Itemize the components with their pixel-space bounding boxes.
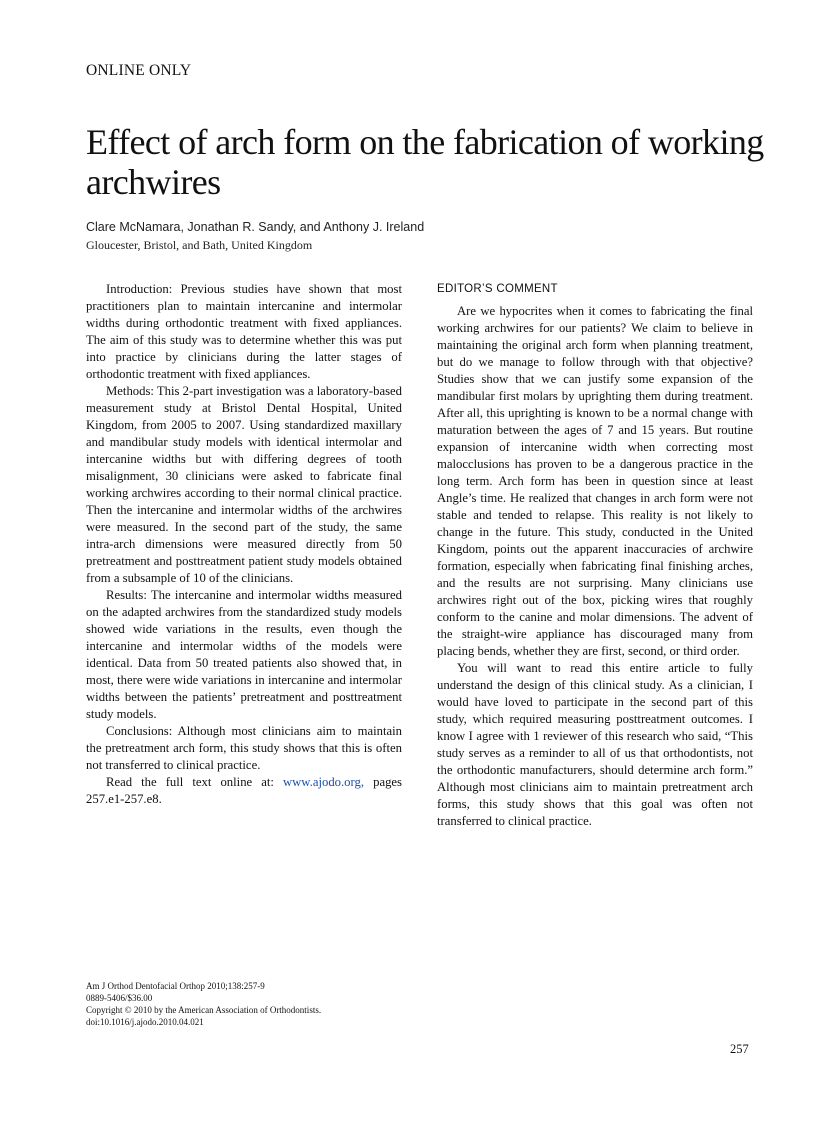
article-authors: Clare McNamara, Jonathan R. Sandy, and Anthony J. Ireland: [86, 220, 425, 234]
editors-comment-heading: EDITOR’S COMMENT: [437, 283, 558, 295]
page-number: 257: [730, 1042, 749, 1056]
footer-issn: 0889-5406/$36.00: [86, 993, 153, 1003]
article-affiliation: Gloucester, Bristol, and Bath, United Kingdom: [86, 238, 313, 252]
abstract-methods: Methods: This 2-part investigation was a laboratory-based measurement study at Bristol Dental Hospital, United Kingdom, from 2005 to 2007. Using standardized maxillary and mandibular study models with identical intermolar and intercanine widths but with differing degrees of tooth misalignment, 30 clinicians were asked to fabricate final working archwires according to their normal clinical practice. Then the intercanine and intermolar widths of the archwires were measured. In the second part of the study, the same intra-arch dimensions were measured directly from 50 pretreatment and posttreatment patient study models obtained from a subsample of 10 of the clinicians.: [86, 384, 402, 585]
footer-copyright: Copyright © 2010 by the American Association of Orthodontists.: [86, 1005, 322, 1015]
abstract-column: [86, 281, 402, 808]
read-more-prefix: Read the full text online at:: [106, 775, 274, 789]
editors-comment-paragraph-1: Are we hypocrites when it comes to fabricating the final working archwires for our patients? We claim to believe in maintaining the original arch form when planning treatment, but do we manage to follow through with that objective? Studies show that we can justify some expansion of the mandibular first molars by uprighting them during treatment. After all, this uprighting is known to be a normal change with maturation between the ages of 7 and 15 years. But routine expansion of intercanine width when correcting most malocclusions has proven to be a dangerous practice in the long term. Arch form has been in question since at least Angle’s time. He realized that changes in arch form were not stable and tended to relapse. This reality is not likely to change in the future. This study, conducted in the United Kingdom, points out the apparent inaccuracies of archwire formation, especially when fabricating final finishing arches, and the results are not surprising. Many clinicians use archwires right out of the box, picking wires that roughly conform to the canine and molar dimensions. The advent of the straight-wire appliance has discouraged many from placing bends, whether they are first, second, or third order.: [437, 304, 753, 658]
footer-citation-block: [86, 980, 321, 1028]
read-more: [86, 774, 402, 808]
journal-link[interactable]: www.ajodo.org,: [282, 775, 365, 789]
read-more-pages: pages 257.e1-257.e8.: [86, 775, 402, 806]
article-title: Effect of arch form on the fabrication of working archwires: [86, 122, 764, 202]
abstract-introduction: Introduction: Previous studies have shown that most practitioners plan to maintain intercanine and intermolar widths during orthodontic treatment with fixed appliances. The aim of this study was to determine whether this was put into practice by clinicians during the latter stages of orthodontic treatment with fixed appliances.: [86, 282, 402, 381]
section-label: ONLINE ONLY: [86, 62, 192, 79]
abstract-conclusions: Conclusions: Although most clinicians aim to maintain the pretreatment arch form, this study shows that this is often not transferred to clinical practice.: [86, 724, 402, 772]
abstract-results: Results: The intercanine and intermolar widths measured on the adapted archwires from the standardized study models showed wide variations in the results, even though the intercanine and intermolar widths of the models were identical. Data from 50 treated patients also showed that, in most, there were wide variations in intercanine and intermolar widths between the patients’ pretreatment and posttreatment study models.: [86, 588, 402, 721]
footer-doi: doi:10.1016/j.ajodo.2010.04.021: [86, 1017, 204, 1027]
editors-comment-paragraph-2: You will want to read this entire article to fully understand the design of this clinical study. As a clinician, I would have loved to participate in the second part of this study, which required measuring posttreatment outcomes. I know I agree with 1 reviewer of this research who said, “This study serves as a reminder to all of us that orthodontists, not the orthodontic manufacturers, should determine arch form.” Although most clinicians aim to maintain pretreatment arch forms, this study shows that this goal was often not transferred to clinical practice.: [437, 661, 753, 828]
footer-citation: Am J Orthod Dentofacial Orthop 2010;138:257-9: [86, 981, 265, 991]
editors-comment-column: [437, 281, 753, 830]
